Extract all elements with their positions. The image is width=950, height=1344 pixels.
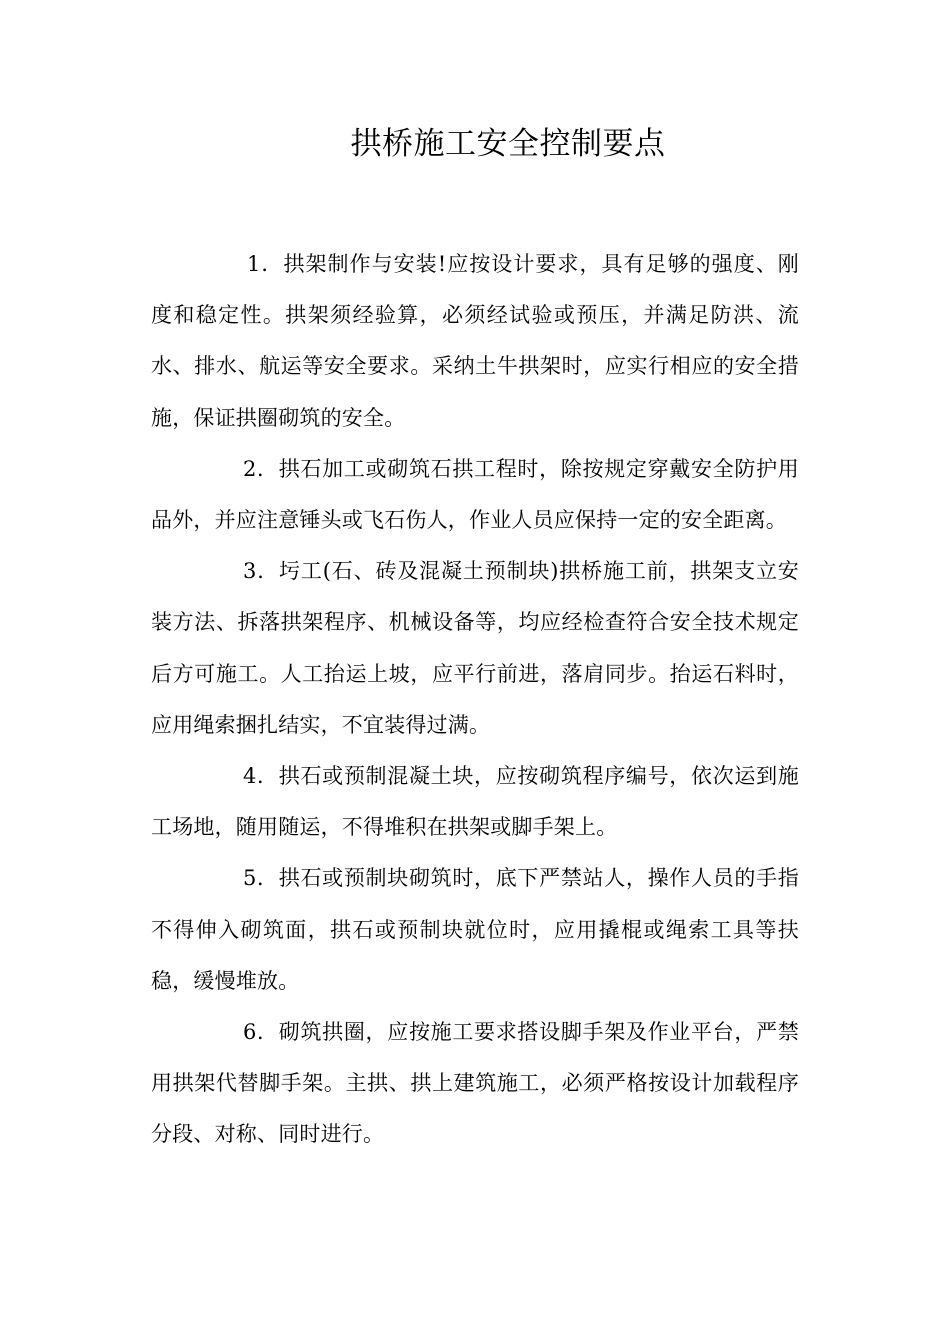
document-body bbox=[151, 239, 799, 1161]
paragraph-6: 6．砌筑拱圈，应按施工要求搭设脚手架及作业平台，严禁用拱架代替脚手架。主拱、拱上建筑施工，必须严格按设计加载程序分段、对称、同时进行。 bbox=[151, 1020, 799, 1147]
paragraph-5: 5．拱石或预制块砌筑时，底下严禁站人，操作人员的手指不得伸入砌筑面，拱石或预制块就位时，应用撬棍或绳索工具等扶稳，缓慢堆放。 bbox=[151, 866, 799, 993]
document-title: 拱桥施工安全控制要点 bbox=[350, 126, 666, 162]
paragraph-4: 4．拱石或预制混凝土块，应按砌筑程序编号，依次运到施工场地，随用随运，不得堆积在拱架或脚手架上。 bbox=[151, 764, 799, 840]
paragraph-1: 1．拱架制作与安装!应按设计要求，具有足够的强度、刚度和稳定性。拱架须经验算，必须经试验或预压，并满足防洪、流水、排水、航运等安全要求。采纳土牛拱架时，应实行相应的安全措施，保证拱圈砌筑的安全。 bbox=[151, 252, 799, 430]
paragraph-2: 2．拱石加工或砌筑石拱工程时，除按规定穿戴安全防护用品外，并应注意锤头或飞石伤人，作业人员应保持一定的安全距离。 bbox=[151, 456, 799, 533]
paragraph-3: 3．圬工(石、砖及混凝土预制块)拱桥施工前，拱架支立安装方法、拆落拱架程序、机械设备等，均应经检查符合安全技术规定后方可施工。人工抬运上坡，应平行前进，落肩同步。抬运石料时，应用绳索捆扎结实，不宜装得过满。 bbox=[151, 559, 799, 737]
